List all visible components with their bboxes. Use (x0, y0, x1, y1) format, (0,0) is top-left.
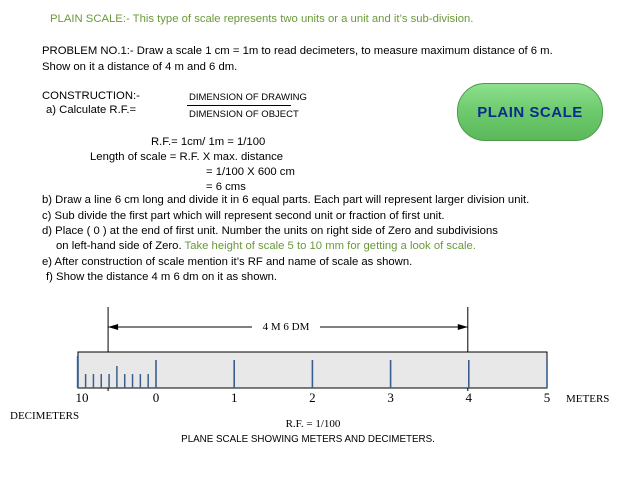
calc-line-2: = 6 cms (206, 181, 246, 193)
problem-line-2: Show on it a distance of 4 m and 6 dm. (42, 61, 238, 73)
step-f: f) Show the distance 4 m 6 dm on it as shown. (46, 271, 278, 283)
step-d-line-2-text: on left-hand side of Zero. (56, 240, 182, 252)
step-c: c) Sub divide the first part which will represent second unit or fraction of first unit. (42, 210, 445, 222)
plain-scale-badge: PLAIN SCALE (457, 83, 603, 141)
rf-denominator: DIMENSION OF OBJECT (189, 109, 299, 120)
label-ten: 10 (75, 390, 89, 405)
rf-numerator: DIMENSION OF DRAWING (189, 92, 307, 103)
length-formula: Length of scale = R.F. X max. distance (90, 151, 284, 163)
problem-line-1: PROBLEM NO.1:- Draw a scale 1 cm = 1m to read decimeters, to measure maximum distance of 6 m. (42, 45, 553, 57)
major-label: 3 (387, 390, 394, 405)
dimension-label: 4 M 6 DM (262, 321, 310, 333)
scale-caption: PLANE SCALE SHOWING METERS AND DECIMETERS. (181, 434, 435, 445)
step-d-line-1: d) Place ( 0 ) at the end of first unit. Number the units on right side of Zero and subdivisions (42, 225, 498, 237)
rf-label: R.F. = 1/100 (285, 418, 341, 430)
major-label: 5 (543, 390, 551, 405)
header-definition: PLAIN SCALE:- This type of scale represents two units or a unit and it’s sub-division. (50, 13, 474, 25)
decimeters-label: DECIMETERS (10, 410, 80, 422)
dimension-arrow-left (108, 324, 118, 330)
dimension-arrow-right (458, 324, 468, 330)
major-label: 4 (465, 390, 473, 405)
meters-label: METERS (566, 393, 610, 405)
major-label: 0 (152, 390, 160, 405)
rf-result: R.F.= 1cm/ 1m = 1/100 (151, 136, 266, 148)
calc-line-1: = 1/100 X 600 cm (206, 166, 295, 178)
step-b: b) Draw a line 6 cm long and divide it in 6 equal parts. Each part will represent larger division unit. (42, 194, 530, 206)
major-label: 1 (230, 390, 238, 405)
step-d-line-2-note: Take height of scale 5 to 10 mm for getting a look of scale. (184, 240, 476, 252)
construction-heading: CONSTRUCTION:- (42, 90, 140, 102)
major-label: 2 (309, 390, 316, 405)
major-labels (153, 390, 551, 405)
step-a: a) Calculate R.F.= (46, 104, 137, 116)
step-e: e) After construction of scale mention it’s RF and name of scale as shown. (42, 256, 413, 268)
